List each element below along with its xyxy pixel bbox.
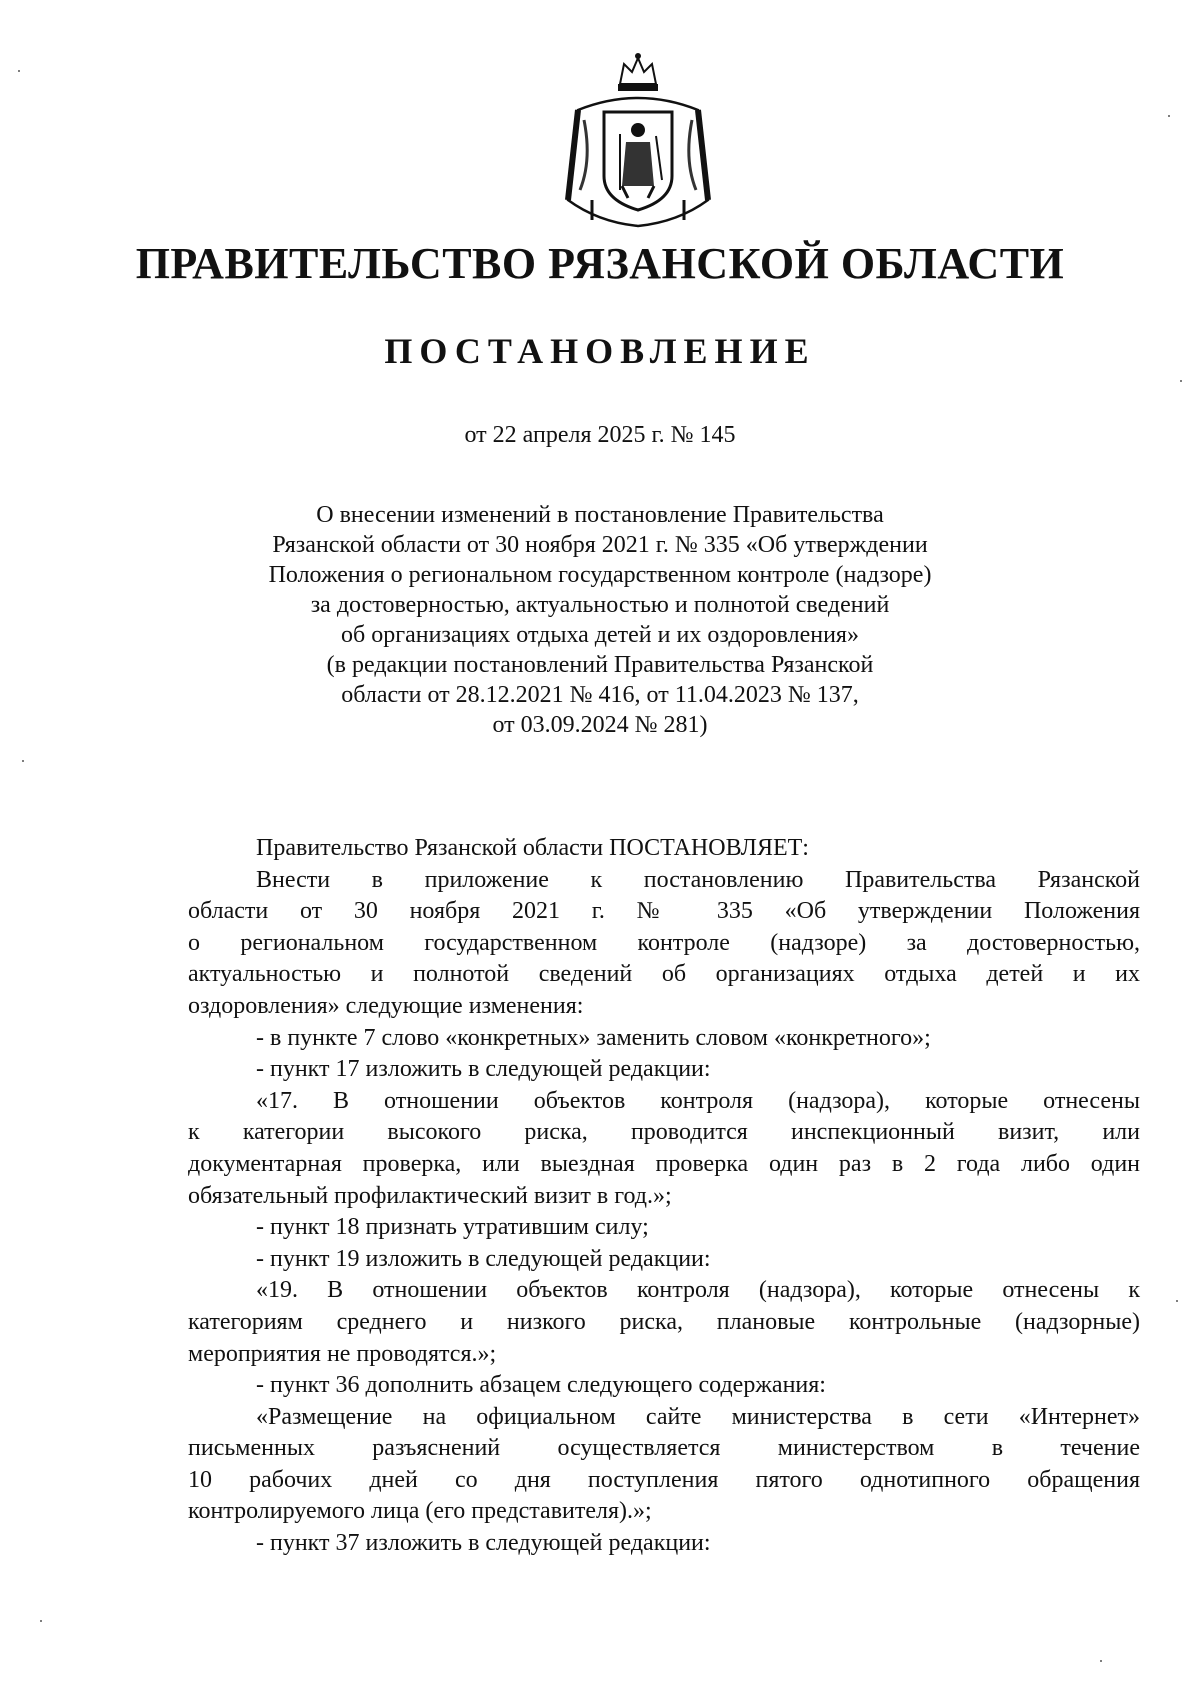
text-line: к категории высокого риска, проводится инспекционный визит, или — [188, 1119, 1140, 1146]
scan-speck — [1100, 1660, 1102, 1662]
text-line: Внести в приложение к постановлению Правительства Рязанской — [256, 866, 1140, 893]
quote-point-19 — [188, 1275, 1140, 1370]
text-line: «Размещение на официальном сайте министерства в сети «Интернет» — [256, 1403, 1140, 1430]
item-point-7: - в пункте 7 слово «конкретных» заменить словом «конкретного»; — [256, 1024, 931, 1051]
text-line: «19. В отношении объектов контроля (надзора), которые отнесены к — [256, 1277, 1140, 1304]
item-point-37: - пункт 37 изложить в следующей редакции: — [256, 1530, 711, 1557]
resolution-preamble: Правительство Рязанской области ПОСТАНОВЛЯЕТ: — [256, 835, 809, 861]
subject-line: (в редакции постановлений Правительства Рязанской — [326, 652, 874, 678]
text-line: области от 30 ноября 2021 г. № 335 «Об утверждении Положения — [188, 898, 1140, 925]
scan-speck — [1168, 115, 1170, 117]
subject-line: О внесении изменений в постановление Правительства — [316, 502, 884, 528]
document-type-heading: ПОСТАНОВЛЕНИЕ — [384, 331, 816, 371]
document-subject — [0, 500, 1200, 740]
scan-speck — [22, 760, 24, 762]
text-line: мероприятия не проводятся.»; — [188, 1340, 497, 1367]
text-line: категориям среднего и низкого риска, плановые контрольные (надзорные) — [188, 1308, 1140, 1335]
text-line: оздоровления» следующие изменения: — [188, 992, 584, 1019]
text-line: письменных разъяснений осуществляется министерством в течение — [188, 1435, 1140, 1462]
quote-point-17 — [188, 1086, 1140, 1212]
text-line: о региональном государственном контроле (надзоре) за достоверностью, — [188, 929, 1140, 956]
text-line: 10 рабочих дней со дня поступления пятого однотипного обращения — [188, 1466, 1140, 1493]
subject-line: от 03.09.2024 № 281) — [492, 712, 708, 738]
text-line: контролируемого лица (его представителя).»; — [188, 1498, 652, 1525]
subject-line: Положения о региональном государственном контроле (надзоре) — [268, 562, 932, 588]
scan-speck — [1180, 380, 1182, 382]
item-point-36: - пункт 36 дополнить абзацем следующего содержания: — [256, 1372, 826, 1399]
text-line: актуальностью и полнотой сведений об организациях отдыха детей и их — [188, 961, 1140, 988]
document-date-number: от 22 апреля 2025 г. № 145 — [464, 422, 736, 448]
government-title: ПРАВИТЕЛЬСТВО РЯЗАНСКОЙ ОБЛАСТИ — [135, 239, 1065, 288]
subject-line: области от 28.12.2021 № 416, от 11.04.2023 № 137, — [341, 682, 859, 708]
item-point-19: - пункт 19 изложить в следующей редакции: — [256, 1245, 711, 1272]
text-line: обязательный профилактический визит в год.»; — [188, 1182, 672, 1209]
scan-speck — [40, 1620, 42, 1622]
text-line: документарная проверка, или выездная проверка один раз в 2 года либо один — [188, 1150, 1140, 1177]
quote-point-36 — [188, 1402, 1140, 1528]
scan-speck — [1176, 1300, 1178, 1302]
scan-speck — [18, 70, 20, 72]
item-point-18: - пункт 18 признать утратившим силу; — [256, 1214, 649, 1241]
document-body — [188, 833, 1140, 1560]
item-point-17: - пункт 17 изложить в следующей редакции: — [256, 1056, 711, 1083]
subject-line: за достоверностью, актуальностью и полнотой сведений — [310, 592, 890, 618]
subject-line: об организациях отдыха детей и их оздоровления» — [341, 622, 859, 648]
paragraph-amendment-intro — [188, 865, 1140, 1023]
coat-of-arms-emblem — [558, 50, 718, 230]
text-line: «17. В отношении объектов контроля (надзора), которые отнесены — [256, 1087, 1140, 1114]
subject-line: Рязанской области от 30 ноября 2021 г. № 335 «Об утверждении — [272, 532, 928, 558]
